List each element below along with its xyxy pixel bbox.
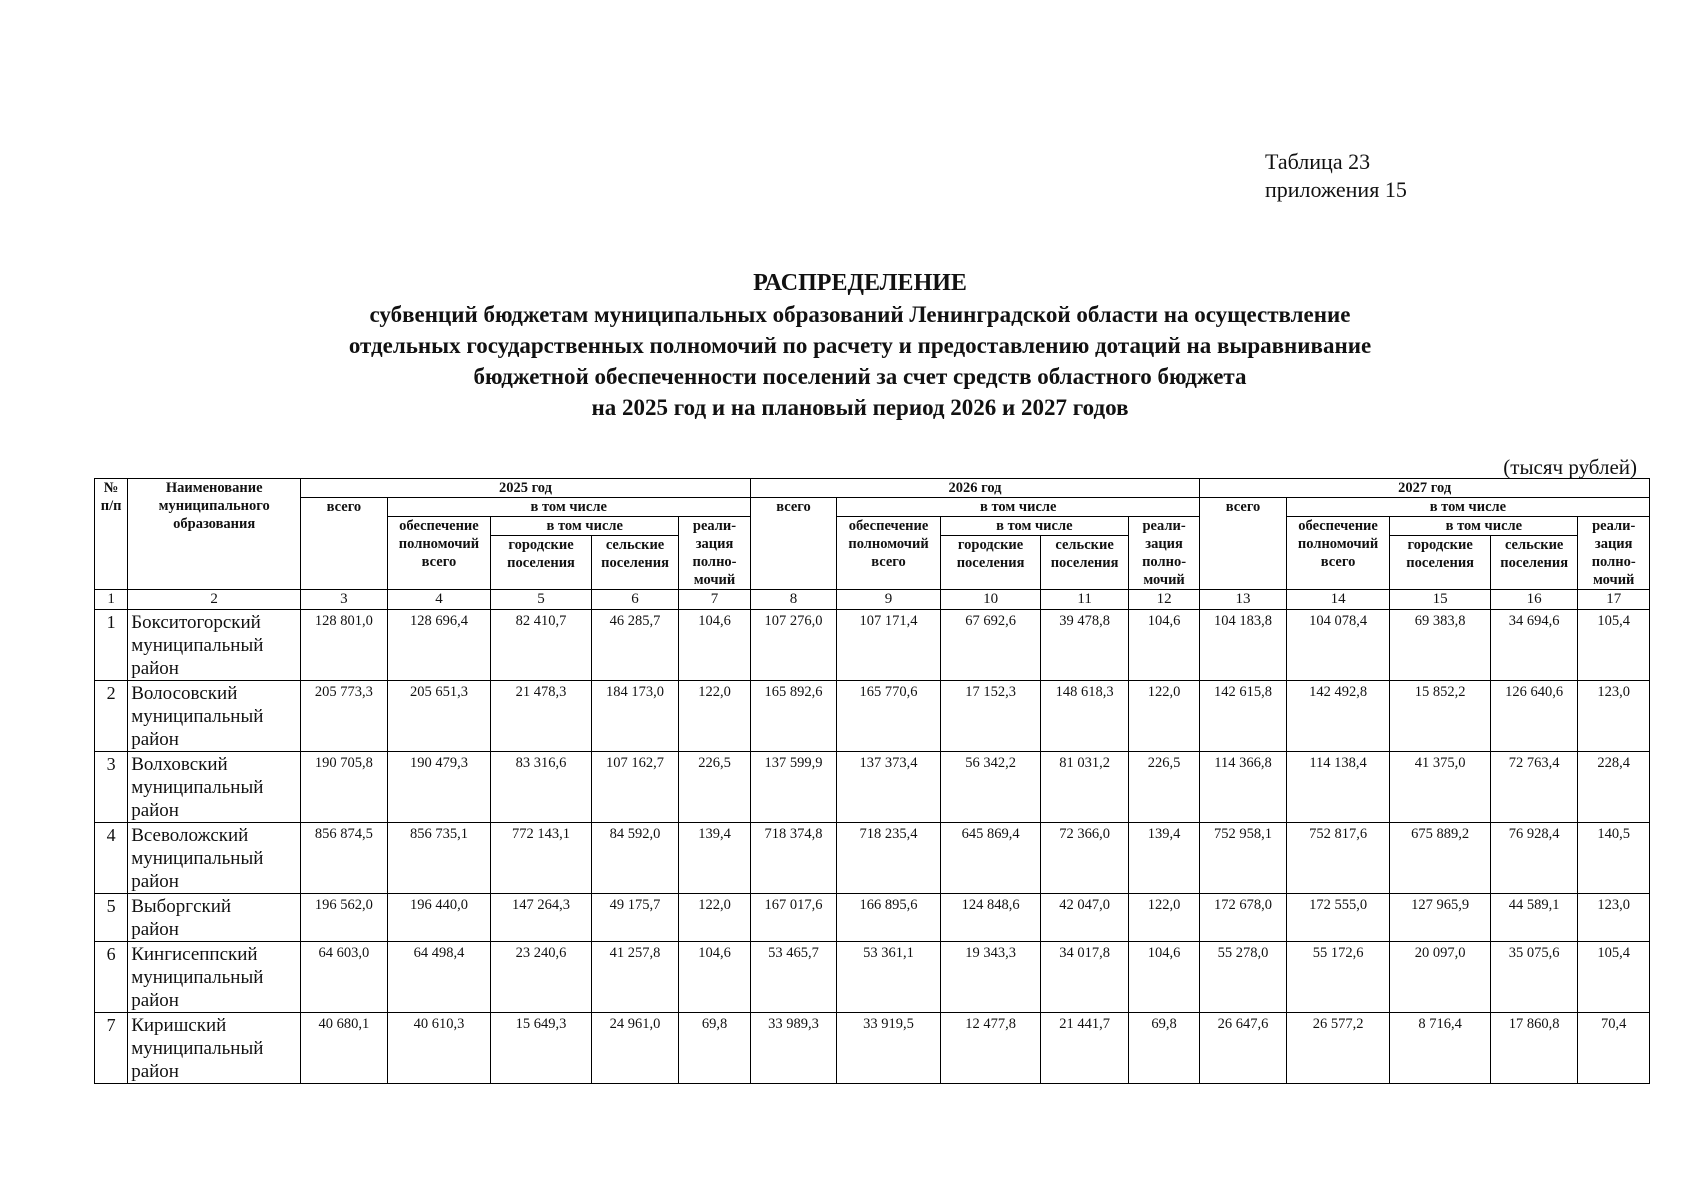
value-cell: 42 047,0 xyxy=(1041,894,1128,942)
value-cell: 137 373,4 xyxy=(837,752,941,823)
value-cell: 137 599,9 xyxy=(750,752,836,823)
value-cell: 53 465,7 xyxy=(750,942,836,1013)
table-header xyxy=(95,479,1650,610)
value-cell: 126 640,6 xyxy=(1490,681,1577,752)
header-year-2025: 2025 год xyxy=(301,479,751,498)
value-cell: 190 705,8 xyxy=(301,752,387,823)
municipality-name-line: район xyxy=(131,658,179,679)
budget-table xyxy=(94,478,1650,1084)
column-number: 9 xyxy=(837,590,941,610)
value-cell: 139,4 xyxy=(1128,823,1199,894)
table-row xyxy=(95,1013,1650,1084)
header-urban: городские поселения xyxy=(491,536,592,590)
table-caption xyxy=(1265,148,1407,204)
header-total: всего xyxy=(301,498,387,590)
value-cell: 124 848,6 xyxy=(940,894,1041,942)
header-rural: сельские поселения xyxy=(591,536,678,590)
value-cell: 104,6 xyxy=(1128,610,1199,681)
municipality-name xyxy=(128,681,301,752)
table-row xyxy=(95,610,1650,681)
value-cell: 40 680,1 xyxy=(301,1013,387,1084)
value-cell: 228,4 xyxy=(1578,752,1650,823)
value-cell: 70,4 xyxy=(1578,1013,1650,1084)
header-name: Наименование муниципального образования xyxy=(128,479,301,590)
table-row xyxy=(95,681,1650,752)
column-number: 6 xyxy=(591,590,678,610)
municipality-name-line: район xyxy=(131,990,179,1011)
value-cell: 105,4 xyxy=(1578,942,1650,1013)
municipality-name-line: район xyxy=(131,919,179,940)
value-cell: 34 017,8 xyxy=(1041,942,1128,1013)
municipality-name xyxy=(128,1013,301,1084)
value-cell: 39 478,8 xyxy=(1041,610,1128,681)
header-urban: городские поселения xyxy=(1390,536,1491,590)
municipality-name-line: район xyxy=(131,800,179,821)
value-cell: 165 892,6 xyxy=(750,681,836,752)
value-cell: 26 577,2 xyxy=(1286,1013,1390,1084)
municipality-name-line: муниципальный xyxy=(131,848,264,869)
value-cell: 84 592,0 xyxy=(591,823,678,894)
value-cell: 196 440,0 xyxy=(387,894,491,942)
municipality-name-line: муниципальный xyxy=(131,635,264,656)
header-year-2026: 2026 год xyxy=(750,479,1200,498)
value-cell: 104 078,4 xyxy=(1286,610,1390,681)
header-provision: обеспечение полномочий всего xyxy=(387,517,491,590)
value-cell: 24 961,0 xyxy=(591,1013,678,1084)
value-cell: 856 735,1 xyxy=(387,823,491,894)
column-number: 12 xyxy=(1128,590,1199,610)
value-cell: 184 173,0 xyxy=(591,681,678,752)
value-cell: 17 152,3 xyxy=(940,681,1041,752)
heading-line-3: бюджетной обеспеченности поселений за счет средств областного бюджета xyxy=(473,364,1247,389)
document-heading xyxy=(120,268,1600,423)
value-cell: 33 919,5 xyxy=(837,1013,941,1084)
column-number: 7 xyxy=(679,590,750,610)
row-number: 1 xyxy=(95,610,128,681)
value-cell: 166 895,6 xyxy=(837,894,941,942)
value-cell: 104,6 xyxy=(679,942,750,1013)
value-cell: 123,0 xyxy=(1578,894,1650,942)
value-cell: 105,4 xyxy=(1578,610,1650,681)
header-including: в том числе xyxy=(387,498,750,517)
value-cell: 55 172,6 xyxy=(1286,942,1390,1013)
value-cell: 114 138,4 xyxy=(1286,752,1390,823)
column-number: 8 xyxy=(750,590,836,610)
column-number: 17 xyxy=(1578,590,1650,610)
value-cell: 49 175,7 xyxy=(591,894,678,942)
value-cell: 23 240,6 xyxy=(491,942,592,1013)
row-number: 4 xyxy=(95,823,128,894)
heading-line-1: субвенций бюджетам муниципальных образований Ленинградской области на осуществление xyxy=(369,302,1351,327)
value-cell: 41 375,0 xyxy=(1390,752,1491,823)
value-cell: 55 278,0 xyxy=(1200,942,1286,1013)
value-cell: 21 478,3 xyxy=(491,681,592,752)
value-cell: 46 285,7 xyxy=(591,610,678,681)
value-cell: 114 366,8 xyxy=(1200,752,1286,823)
value-cell: 8 716,4 xyxy=(1390,1013,1491,1084)
value-cell: 40 610,3 xyxy=(387,1013,491,1084)
page-title: РАСПРЕДЕЛЕНИЕ xyxy=(753,270,967,296)
value-cell: 140,5 xyxy=(1578,823,1650,894)
table-row xyxy=(95,894,1650,942)
header-including: в том числе xyxy=(1390,517,1578,536)
value-cell: 856 874,5 xyxy=(301,823,387,894)
column-number: 11 xyxy=(1041,590,1128,610)
value-cell: 104,6 xyxy=(1128,942,1199,1013)
value-cell: 81 031,2 xyxy=(1041,752,1128,823)
caption-table-number: Таблица 23 xyxy=(1265,149,1371,174)
municipality-name xyxy=(128,894,301,942)
value-cell: 226,5 xyxy=(679,752,750,823)
value-cell: 34 694,6 xyxy=(1490,610,1577,681)
value-cell: 41 257,8 xyxy=(591,942,678,1013)
value-cell: 67 692,6 xyxy=(940,610,1041,681)
value-cell: 142 492,8 xyxy=(1286,681,1390,752)
row-number: 5 xyxy=(95,894,128,942)
municipality-name-line: Киришский xyxy=(131,1015,227,1036)
value-cell: 76 928,4 xyxy=(1490,823,1577,894)
value-cell: 21 441,7 xyxy=(1041,1013,1128,1084)
column-number: 14 xyxy=(1286,590,1390,610)
table-body xyxy=(95,610,1650,1084)
value-cell: 107 162,7 xyxy=(591,752,678,823)
municipality-name-line: Всеволожский xyxy=(131,825,249,846)
value-cell: 107 276,0 xyxy=(750,610,836,681)
municipality-name-line: Кингисеппский xyxy=(131,944,258,965)
municipality-name-line: район xyxy=(131,1061,179,1082)
units-note: (тысяч рублей) xyxy=(1503,455,1637,479)
value-cell: 56 342,2 xyxy=(940,752,1041,823)
header-total: всего xyxy=(1200,498,1286,590)
value-cell: 122,0 xyxy=(679,681,750,752)
column-number: 16 xyxy=(1490,590,1577,610)
value-cell: 12 477,8 xyxy=(940,1013,1041,1084)
value-cell: 123,0 xyxy=(1578,681,1650,752)
heading-line-2: отдельных государственных полномочий по расчету и предоставлению дотаций на выравнивание xyxy=(348,333,1372,358)
value-cell: 53 361,1 xyxy=(837,942,941,1013)
value-cell: 127 965,9 xyxy=(1390,894,1491,942)
value-cell: 69,8 xyxy=(1128,1013,1199,1084)
table-row xyxy=(95,942,1650,1013)
value-cell: 205 651,3 xyxy=(387,681,491,752)
table-row xyxy=(95,752,1650,823)
municipality-name-line: Выборгский xyxy=(131,896,232,917)
row-number: 3 xyxy=(95,752,128,823)
value-cell: 82 410,7 xyxy=(491,610,592,681)
value-cell: 165 770,6 xyxy=(837,681,941,752)
municipality-name xyxy=(128,752,301,823)
header-rural: сельские поселения xyxy=(1490,536,1577,590)
value-cell: 172 678,0 xyxy=(1200,894,1286,942)
column-number: 13 xyxy=(1200,590,1286,610)
column-number: 2 xyxy=(128,590,301,610)
value-cell: 64 498,4 xyxy=(387,942,491,1013)
value-cell: 139,4 xyxy=(679,823,750,894)
value-cell: 752 817,6 xyxy=(1286,823,1390,894)
value-cell: 142 615,8 xyxy=(1200,681,1286,752)
value-cell: 675 889,2 xyxy=(1390,823,1491,894)
header-including: в том числе xyxy=(940,517,1128,536)
column-number: 4 xyxy=(387,590,491,610)
value-cell: 172 555,0 xyxy=(1286,894,1390,942)
municipality-name-line: Бокситогорский xyxy=(131,612,261,633)
header-total: всего xyxy=(750,498,836,590)
column-number: 10 xyxy=(940,590,1041,610)
heading-line-4: на 2025 год и на плановый период 2026 и 2027 годов xyxy=(591,395,1129,420)
table-row xyxy=(95,823,1650,894)
municipality-name-line: Волосовский xyxy=(131,683,238,704)
value-cell: 718 374,8 xyxy=(750,823,836,894)
value-cell: 104 183,8 xyxy=(1200,610,1286,681)
header-realization: реали-зация полно-мочий xyxy=(1578,517,1650,590)
header-including: в том числе xyxy=(1286,498,1649,517)
value-cell: 83 316,6 xyxy=(491,752,592,823)
value-cell: 19 343,3 xyxy=(940,942,1041,1013)
value-cell: 107 171,4 xyxy=(837,610,941,681)
header-realization: реали-зация полно-мочий xyxy=(1128,517,1199,590)
municipality-name-line: муниципальный xyxy=(131,706,264,727)
column-number: 15 xyxy=(1390,590,1491,610)
value-cell: 167 017,6 xyxy=(750,894,836,942)
value-cell: 205 773,3 xyxy=(301,681,387,752)
caption-appendix: приложения 15 xyxy=(1265,177,1407,202)
value-cell: 35 075,6 xyxy=(1490,942,1577,1013)
value-cell: 122,0 xyxy=(1128,894,1199,942)
value-cell: 752 958,1 xyxy=(1200,823,1286,894)
municipality-name xyxy=(128,942,301,1013)
value-cell: 64 603,0 xyxy=(301,942,387,1013)
municipality-name xyxy=(128,823,301,894)
value-cell: 190 479,3 xyxy=(387,752,491,823)
municipality-name-line: Волховский xyxy=(131,754,228,775)
header-provision: обеспечение полномочий всего xyxy=(837,517,941,590)
value-cell: 17 860,8 xyxy=(1490,1013,1577,1084)
municipality-name-line: район xyxy=(131,729,179,750)
value-cell: 44 589,1 xyxy=(1490,894,1577,942)
value-cell: 772 143,1 xyxy=(491,823,592,894)
value-cell: 15 852,2 xyxy=(1390,681,1491,752)
value-cell: 645 869,4 xyxy=(940,823,1041,894)
row-number: 2 xyxy=(95,681,128,752)
column-number: 1 xyxy=(95,590,128,610)
municipality-name-line: муниципальный xyxy=(131,967,264,988)
value-cell: 718 235,4 xyxy=(837,823,941,894)
header-year-2027: 2027 год xyxy=(1200,479,1650,498)
value-cell: 148 618,3 xyxy=(1041,681,1128,752)
column-number: 5 xyxy=(491,590,592,610)
municipality-name-line: муниципальный xyxy=(131,777,264,798)
value-cell: 33 989,3 xyxy=(750,1013,836,1084)
value-cell: 196 562,0 xyxy=(301,894,387,942)
column-number: 3 xyxy=(301,590,387,610)
value-cell: 147 264,3 xyxy=(491,894,592,942)
value-cell: 122,0 xyxy=(679,894,750,942)
municipality-name-line: район xyxy=(131,871,179,892)
value-cell: 128 801,0 xyxy=(301,610,387,681)
value-cell: 26 647,6 xyxy=(1200,1013,1286,1084)
header-realization: реали-зация полно-мочий xyxy=(679,517,750,590)
header-including: в том числе xyxy=(837,498,1200,517)
row-number: 6 xyxy=(95,942,128,1013)
column-number-row xyxy=(95,590,1650,610)
row-number: 7 xyxy=(95,1013,128,1084)
municipality-name-line: муниципальный xyxy=(131,1038,264,1059)
header-number: № п/п xyxy=(95,479,128,590)
value-cell: 20 097,0 xyxy=(1390,942,1491,1013)
header-including: в том числе xyxy=(491,517,679,536)
value-cell: 15 649,3 xyxy=(491,1013,592,1084)
value-cell: 72 763,4 xyxy=(1490,752,1577,823)
value-cell: 69 383,8 xyxy=(1390,610,1491,681)
value-cell: 104,6 xyxy=(679,610,750,681)
header-provision: обеспечение полномочий всего xyxy=(1286,517,1390,590)
value-cell: 226,5 xyxy=(1128,752,1199,823)
header-urban: городские поселения xyxy=(940,536,1041,590)
value-cell: 122,0 xyxy=(1128,681,1199,752)
municipality-name xyxy=(128,610,301,681)
value-cell: 72 366,0 xyxy=(1041,823,1128,894)
value-cell: 69,8 xyxy=(679,1013,750,1084)
value-cell: 128 696,4 xyxy=(387,610,491,681)
header-rural: сельские поселения xyxy=(1041,536,1128,590)
